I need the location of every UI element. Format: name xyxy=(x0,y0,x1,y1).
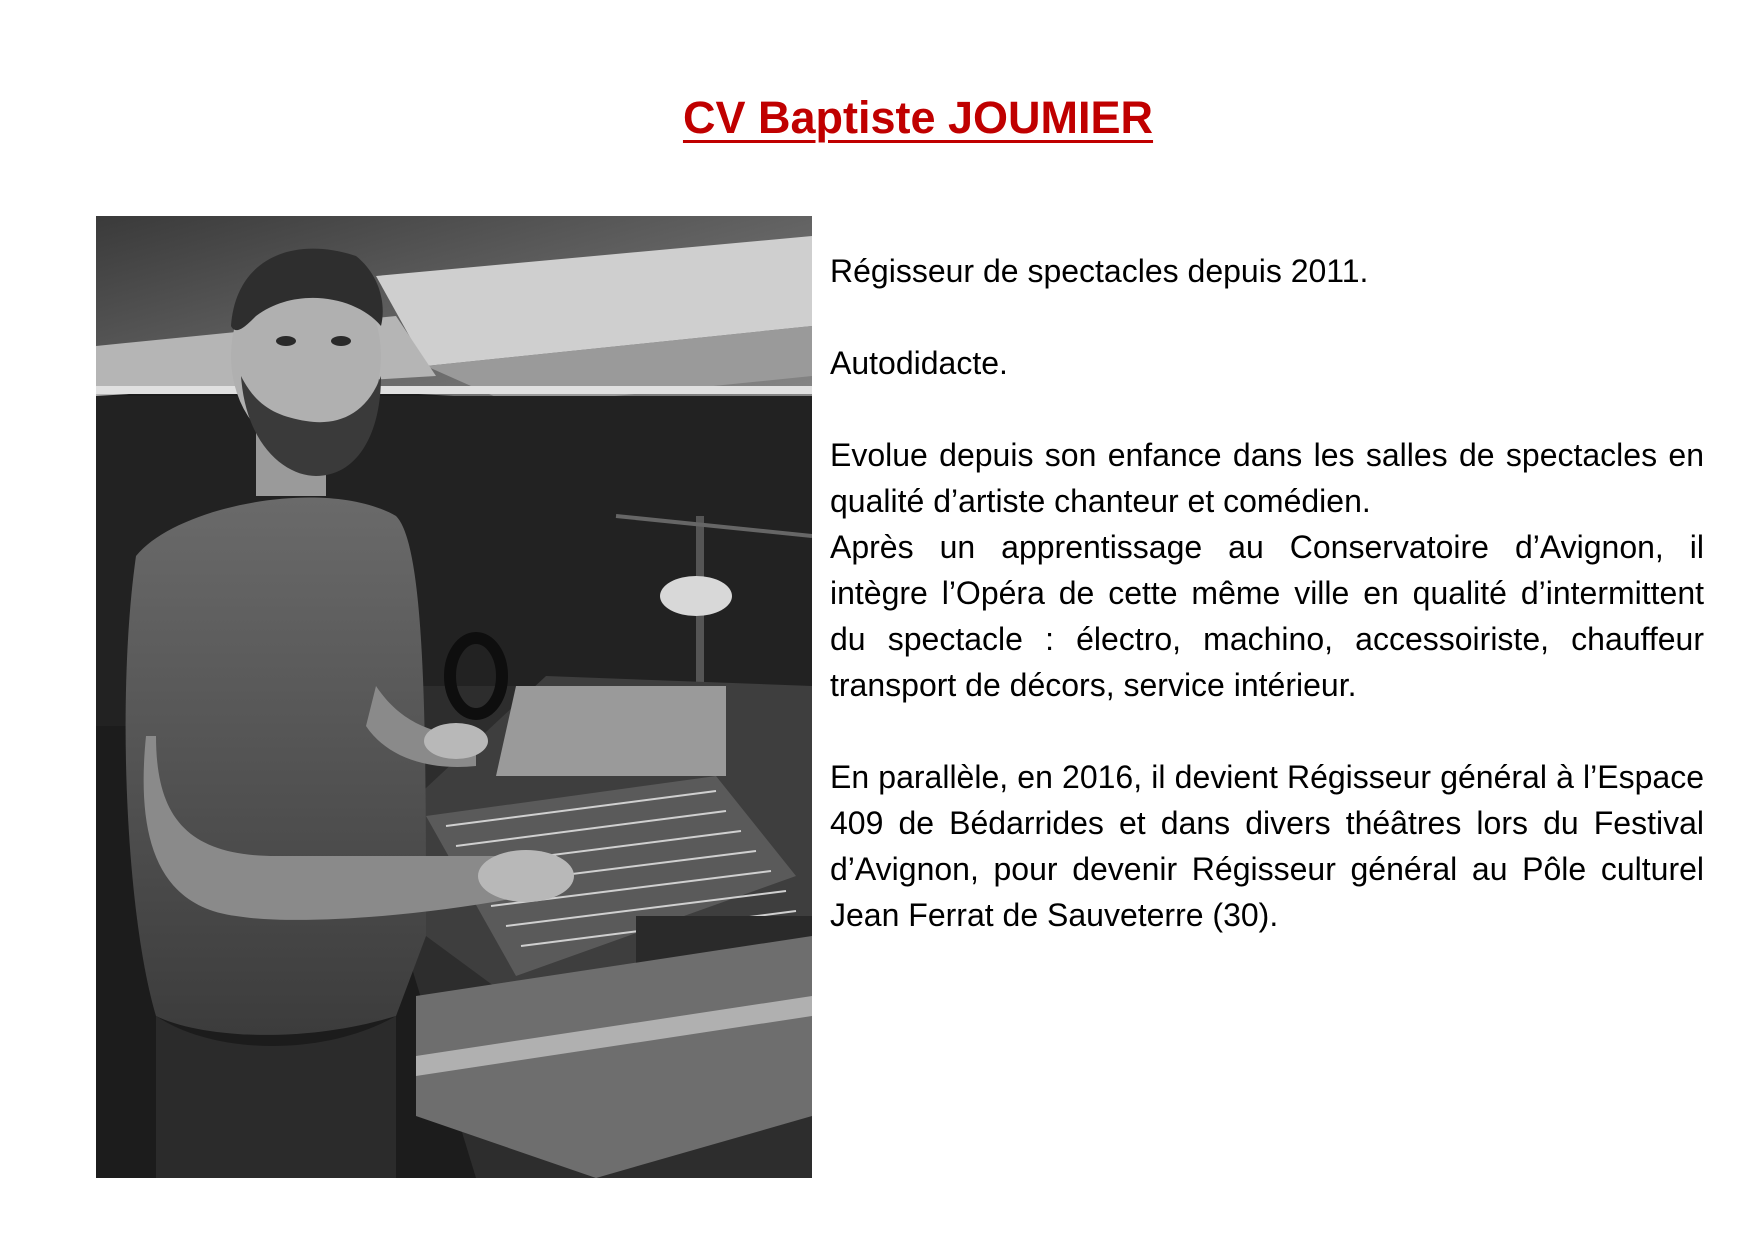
paragraph-training: Après un apprentissage au Conservatoire d’Avignon, il intègre l’Opéra de cette même ville en qualité d’intermittent du spectacle : électro, machino, accessoiriste, chauffeur transport de décors, service intérieur. xyxy=(830,529,1704,703)
paragraph-career: En parallèle, en 2016, il devient Régisseur général à l’Espace 409 de Bédarrides et dans divers théâtres lors du Festival d’Avignon, pour devenir Régisseur général au Pôle culturel Jean Ferrat de Sauveterre (30). xyxy=(830,759,1704,933)
portrait-photo xyxy=(96,216,812,1178)
paragraph-experience: Régisseur de spectacles depuis 2011. xyxy=(830,253,1369,289)
cv-text-column xyxy=(830,248,1704,938)
paragraph-spacer xyxy=(830,386,1704,432)
portrait-illustration xyxy=(96,216,812,1178)
page-title: CV Baptiste JOUMIER xyxy=(682,92,1154,143)
paragraph-background: Evolue depuis son enfance dans les salles de spectacles en qualité d’artiste chanteur et comédien. xyxy=(830,437,1704,519)
paragraph-spacer xyxy=(830,708,1704,754)
paragraph-spacer xyxy=(830,294,1704,340)
paragraph-self-taught: Autodidacte. xyxy=(830,345,1008,381)
